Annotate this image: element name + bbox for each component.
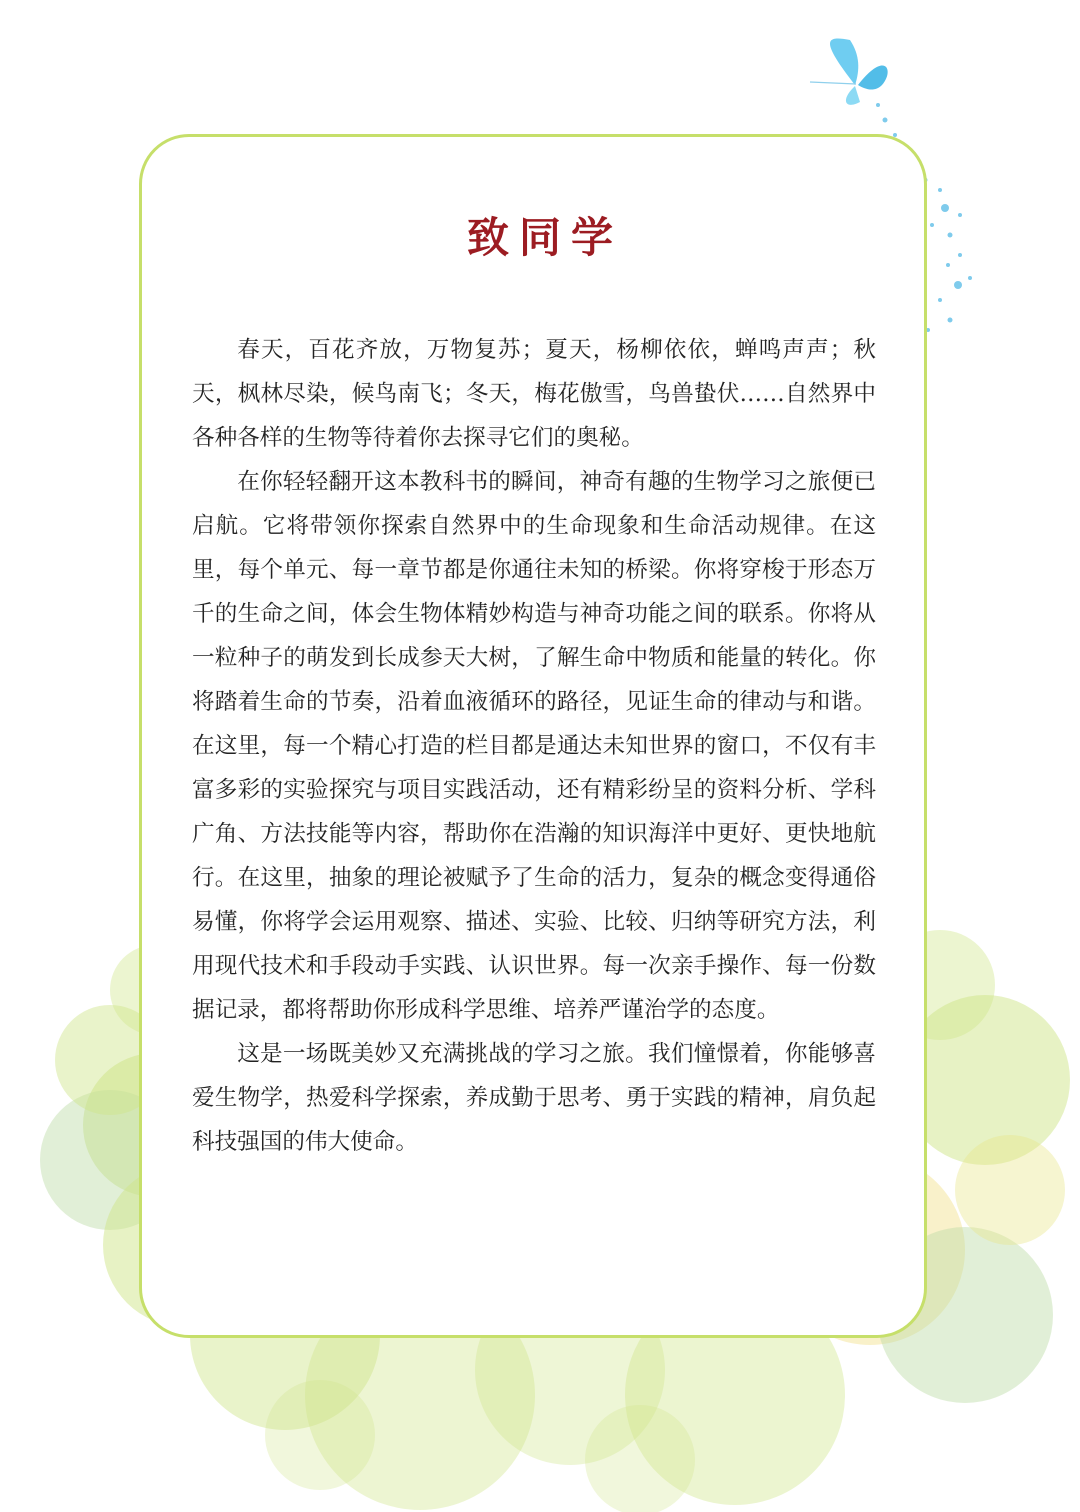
letter-body — [192, 328, 876, 1164]
page-title: 致同学 — [466, 213, 623, 262]
paragraph-2: 在你轻轻翻开这本教科书的瞬间，神奇有趣的生物学习之旅便已启航。它将带领你探索自然界中的生命现象和生命活动规律。在这里，每个单元、每一章节都是你通往未知的桥梁。你将穿梭于形态万千的生命之间，体会生物体精妙构造与神奇功能之间的联系。你将从一粒种子的萌发到长成参天大树，了解生命中物质和能量的转化。你将踏着生命的节奏，沿着血液循环的路径，见证生命的律动与和谐。在这里，每一个精心打造的栏目都是通达未知世界的窗口，不仅有丰富多彩的实验探究与项目实践活动，还有精彩纷呈的资料分析、学科广角、方法技能等内容，帮助你在浩瀚的知识海洋中更好、更快地航行。在这里，抽象的理论被赋予了生命的活力，复杂的概念变得通俗易懂，你将学会运用观察、描述、实验、比较、归纳等研究方法，利用现代技术和手段动手实践、认识世界。每一次亲手操作、每一份数据记录，都将帮助你形成科学思维、培养严谨治学的态度。 — [192, 469, 876, 1023]
paragraph-1: 春天，百花齐放，万物复苏；夏天，杨柳依依，蝉鸣声声；秋天，枫林尽染，候鸟南飞；冬天，梅花傲雪，鸟兽蛰伏……自然界中各种各样的生物等待着你去探寻它们的奥秘。 — [192, 337, 876, 451]
paragraph-3: 这是一场既美妙又充满挑战的学习之旅。我们憧憬着，你能够喜爱生物学，热爱科学探索，养成勤于思考、勇于实践的精神，肩负起科技强国的伟大使命。 — [192, 1041, 876, 1155]
